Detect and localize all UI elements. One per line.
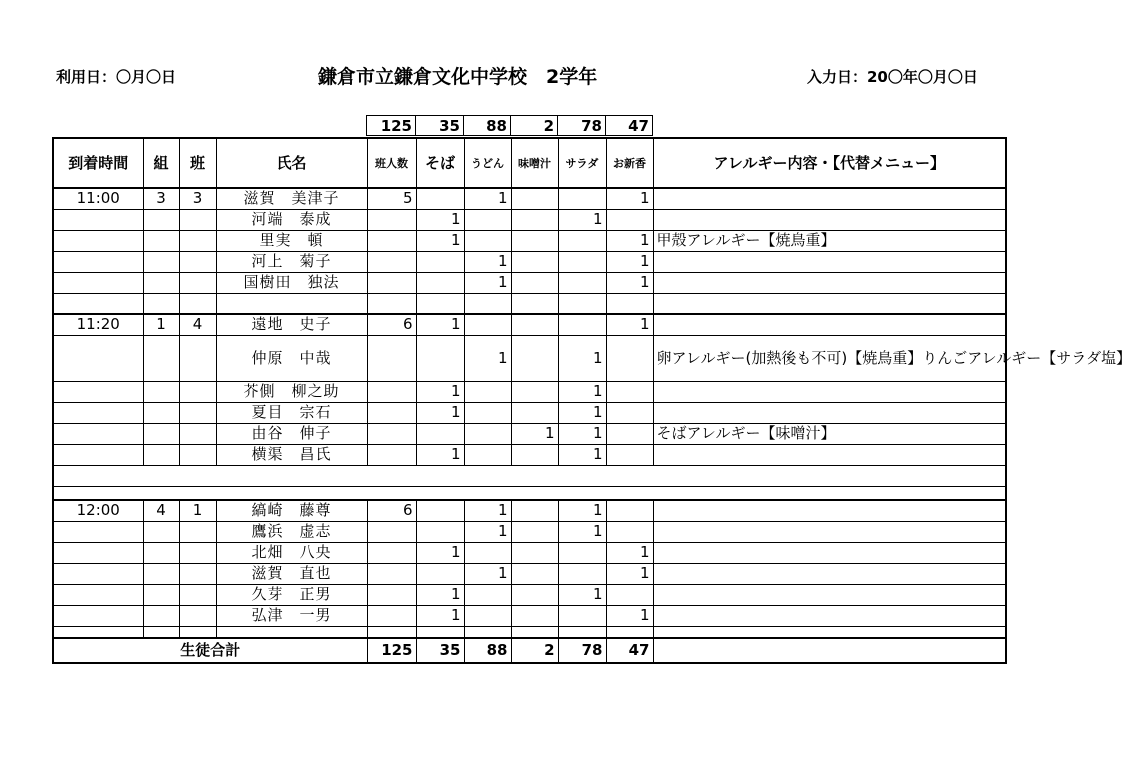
cell-count: [367, 444, 416, 465]
cell-udon: [464, 209, 511, 230]
cell-allergy-note: [653, 402, 1006, 423]
cell-kumi: [143, 209, 179, 230]
cell-salad: [558, 314, 606, 335]
cell-udon: [464, 605, 511, 626]
cell-count: [367, 563, 416, 584]
cell-arrival-time: [53, 381, 143, 402]
cell-allergy-note: [653, 521, 1006, 542]
cell-count: [367, 423, 416, 444]
cell-arrival-time: [53, 272, 143, 293]
cell-allergy-note: [653, 293, 1006, 314]
table-row: [53, 521, 1006, 542]
cell-kumi: [143, 230, 179, 251]
cell-miso: [511, 272, 558, 293]
cell-salad: [558, 188, 606, 209]
cell-salad: [558, 230, 606, 251]
cell-miso: 1: [511, 423, 558, 444]
lunch-order-table: [52, 137, 1131, 664]
cell-kumi: [143, 335, 179, 381]
cell-miso: [511, 209, 558, 230]
cell-arrival-time: [53, 542, 143, 563]
total-count: 125: [367, 116, 416, 136]
dashed-separator-gap: [53, 486, 1006, 500]
cell-miso: [511, 542, 558, 563]
cell-arrival-time: [53, 209, 143, 230]
cell-udon: 1: [464, 500, 511, 521]
cell-salad: [558, 251, 606, 272]
cell-udon: 1: [464, 521, 511, 542]
cell-han: [179, 293, 216, 314]
cell-arrival-time: [53, 335, 143, 381]
cell-allergy-note: [653, 542, 1006, 563]
col-udon: うどん: [464, 138, 511, 188]
cell-count: [367, 293, 416, 314]
table-row: [53, 563, 1006, 584]
top-totals-row: [367, 116, 653, 136]
cell-han: [179, 542, 216, 563]
table-row: [53, 293, 1006, 314]
cell-salad: 1: [558, 444, 606, 465]
cell-count: [367, 272, 416, 293]
footer-total-row: [53, 638, 1006, 663]
cell-soba: [416, 335, 464, 381]
cell-udon: [464, 293, 511, 314]
cell-oshinko: [606, 293, 653, 314]
cell-salad: [558, 272, 606, 293]
cell-han: [179, 563, 216, 584]
cell-udon: [464, 584, 511, 605]
cell-soba: 1: [416, 314, 464, 335]
cell-miso: [511, 563, 558, 584]
cell-arrival-time: [53, 584, 143, 605]
page-title: 鎌倉市立鎌倉文化中学校 2学年: [318, 66, 598, 88]
cell-count: [367, 584, 416, 605]
cell-student-name: 里実 頓: [216, 230, 367, 251]
use-date: 利用日：〇月〇日: [56, 68, 177, 86]
cell-udon: [464, 314, 511, 335]
cell-udon: 1: [464, 251, 511, 272]
cell-udon: [464, 423, 511, 444]
cell-kumi: [143, 542, 179, 563]
cell-han: 4: [179, 314, 216, 335]
cell-han: [179, 402, 216, 423]
cell-han: [179, 605, 216, 626]
cell-udon: [464, 542, 511, 563]
cell-arrival-time: 12:00: [53, 500, 143, 521]
cell-allergy-note: [653, 209, 1006, 230]
cell-han: [179, 251, 216, 272]
cell-arrival-time: [53, 563, 143, 584]
cell-student-name: 北畑 八央: [216, 542, 367, 563]
cell-salad: 1: [558, 423, 606, 444]
footer-udon: 88: [464, 638, 511, 663]
cell-oshinko: [606, 402, 653, 423]
cell-udon: [464, 444, 511, 465]
footer-count: 125: [367, 638, 416, 663]
cell-student-name: 仲原 中哉: [216, 335, 367, 381]
cell-salad: [558, 542, 606, 563]
cell-allergy-note: 甲殻アレルギー【焼鳥重】: [653, 230, 1006, 251]
cell-soba: [416, 563, 464, 584]
col-miso: 味噌汁: [511, 138, 558, 188]
cell-oshinko: 1: [606, 188, 653, 209]
cell-student-name: 滋賀 直也: [216, 563, 367, 584]
cell-salad: [558, 605, 606, 626]
col-oshinko: お新香: [606, 138, 653, 188]
col-name: 氏名: [216, 138, 367, 188]
footer-label: 生徒合計: [53, 638, 367, 663]
table-row: [53, 500, 1006, 521]
col-kumi: 組: [143, 138, 179, 188]
cell-arrival-time: [53, 402, 143, 423]
cell-allergy-note: [653, 563, 1006, 584]
cell-oshinko: 1: [606, 542, 653, 563]
cell-kumi: [143, 444, 179, 465]
cell-miso: [511, 335, 558, 381]
cell-miso: [511, 251, 558, 272]
cell-salad: 1: [558, 402, 606, 423]
cell-count: [367, 230, 416, 251]
col-soba: そば: [416, 138, 464, 188]
cell-count: [367, 251, 416, 272]
footer-miso: 2: [511, 638, 558, 663]
table-row: [53, 584, 1006, 605]
cell-soba: 1: [416, 444, 464, 465]
cell-kumi: [143, 521, 179, 542]
cell-arrival-time: [53, 605, 143, 626]
cell-student-name: 横渠 昌氏: [216, 444, 367, 465]
cell-soba: 1: [416, 605, 464, 626]
cell-oshinko: [606, 381, 653, 402]
cell-miso: [511, 230, 558, 251]
cell-han: [179, 230, 216, 251]
cell-soba: [416, 251, 464, 272]
cell-soba: [416, 188, 464, 209]
cell-salad: 1: [558, 335, 606, 381]
cell-kumi: [143, 293, 179, 314]
cell-student-name: 縞崎 藤尊: [216, 500, 367, 521]
cell-udon: 1: [464, 272, 511, 293]
cell-oshinko: [606, 423, 653, 444]
cell-soba: [416, 293, 464, 314]
cell-udon: 1: [464, 188, 511, 209]
cell-soba: 1: [416, 209, 464, 230]
cell-udon: [464, 230, 511, 251]
cell-count: [367, 521, 416, 542]
cell-miso: [511, 521, 558, 542]
cell-han: [179, 423, 216, 444]
cell-arrival-time: [53, 521, 143, 542]
col-count: 班人数: [367, 138, 416, 188]
cell-allergy-note: [653, 444, 1006, 465]
cell-miso: [511, 500, 558, 521]
header-row: [53, 138, 1006, 188]
cell-oshinko: [606, 584, 653, 605]
cell-soba: 1: [416, 230, 464, 251]
total-oshinko: 47: [606, 116, 653, 136]
cell-han: [179, 444, 216, 465]
cell-allergy-note: そばアレルギー【味噌汁】: [653, 423, 1006, 444]
footer-soba: 35: [416, 638, 464, 663]
cell-allergy-note: [653, 605, 1006, 626]
cell-miso: [511, 402, 558, 423]
cell-kumi: 3: [143, 188, 179, 209]
cell-student-name: 滋賀 美津子: [216, 188, 367, 209]
table-row: [53, 381, 1006, 402]
cell-han: [179, 209, 216, 230]
table-row: [53, 209, 1006, 230]
cell-miso: [511, 293, 558, 314]
cell-allergy-note: [653, 188, 1006, 209]
cell-student-name: 弘津 一男: [216, 605, 367, 626]
footer-salad: 78: [558, 638, 606, 663]
cell-count: 5: [367, 188, 416, 209]
cell-arrival-time: 11:20: [53, 314, 143, 335]
cell-kumi: [143, 563, 179, 584]
table-row: [53, 444, 1006, 465]
cell-miso: [511, 444, 558, 465]
cell-oshinko: [606, 335, 653, 381]
cell-count: [367, 209, 416, 230]
total-miso: 2: [511, 116, 558, 136]
cell-udon: [464, 402, 511, 423]
cell-count: [367, 605, 416, 626]
cell-han: [179, 521, 216, 542]
table-row: [53, 230, 1006, 251]
cell-student-name: [216, 293, 367, 314]
cell-soba: [416, 272, 464, 293]
cell-allergy-note: [653, 584, 1006, 605]
cell-oshinko: 1: [606, 605, 653, 626]
cell-kumi: [143, 272, 179, 293]
cell-oshinko: [606, 500, 653, 521]
cell-oshinko: 1: [606, 251, 653, 272]
table-row: [53, 402, 1006, 423]
cell-han: [179, 584, 216, 605]
table-row: [53, 423, 1006, 444]
cell-allergy-note: [653, 251, 1006, 272]
cell-oshinko: [606, 209, 653, 230]
cell-student-name: 夏目 宗石: [216, 402, 367, 423]
cell-soba: 1: [416, 542, 464, 563]
cell-kumi: [143, 584, 179, 605]
cell-kumi: [143, 251, 179, 272]
cell-arrival-time: 11:00: [53, 188, 143, 209]
cell-han: [179, 272, 216, 293]
cell-salad: 1: [558, 209, 606, 230]
cell-salad: [558, 293, 606, 314]
dashed-separator: [53, 465, 1006, 486]
cell-salad: 1: [558, 521, 606, 542]
cell-arrival-time: [53, 230, 143, 251]
cell-salad: [558, 563, 606, 584]
cell-student-name: 由谷 伸子: [216, 423, 367, 444]
cell-count: [367, 402, 416, 423]
cell-udon: 1: [464, 335, 511, 381]
cell-allergy-note: [653, 272, 1006, 293]
cell-count: 6: [367, 314, 416, 335]
cell-salad: 1: [558, 584, 606, 605]
total-udon: 88: [464, 116, 511, 136]
cell-arrival-time: [53, 251, 143, 272]
cell-oshinko: 1: [606, 563, 653, 584]
cell-soba: [416, 423, 464, 444]
cell-soba: 1: [416, 381, 464, 402]
cell-arrival-time: [53, 444, 143, 465]
cell-udon: [464, 381, 511, 402]
cell-soba: [416, 521, 464, 542]
cell-kumi: [143, 402, 179, 423]
gap-row: [53, 626, 1006, 638]
cell-oshinko: 1: [606, 272, 653, 293]
cell-salad: 1: [558, 381, 606, 402]
cell-miso: [511, 381, 558, 402]
table-row: [53, 188, 1006, 209]
table-row: [53, 251, 1006, 272]
cell-student-name: 国樹田 独法: [216, 272, 367, 293]
cell-soba: 1: [416, 402, 464, 423]
input-date: 入力日：20〇年〇月〇日: [807, 68, 978, 86]
cell-han: [179, 381, 216, 402]
col-arrival-time: 到着時間: [53, 138, 143, 188]
cell-miso: [511, 584, 558, 605]
cell-allergy-note: [653, 314, 1006, 335]
cell-kumi: [143, 423, 179, 444]
cell-kumi: [143, 381, 179, 402]
cell-kumi: 1: [143, 314, 179, 335]
cell-oshinko: 1: [606, 314, 653, 335]
cell-oshinko: [606, 521, 653, 542]
cell-allergy-note: 卵アレルギー(加熱後も不可)【焼鳥重】りんごアレルギー【サラダ塩】: [653, 335, 1006, 381]
cell-han: 3: [179, 188, 216, 209]
cell-salad: 1: [558, 500, 606, 521]
cell-allergy-note: [653, 381, 1006, 402]
table-row: [53, 272, 1006, 293]
cell-arrival-time: [53, 423, 143, 444]
cell-udon: 1: [464, 563, 511, 584]
cell-oshinko: 1: [606, 230, 653, 251]
cell-count: [367, 335, 416, 381]
total-salad: 78: [558, 116, 606, 136]
cell-student-name: 河上 菊子: [216, 251, 367, 272]
col-allergy-note: アレルギー内容・【代替メニュー】: [653, 138, 1006, 188]
cell-kumi: [143, 605, 179, 626]
cell-han: [179, 335, 216, 381]
cell-student-name: 鷹浜 虚志: [216, 521, 367, 542]
footer-oshinko: 47: [606, 638, 653, 663]
table-row: [53, 605, 1006, 626]
table-row: [53, 542, 1006, 563]
cell-miso: [511, 188, 558, 209]
cell-oshinko: [606, 444, 653, 465]
cell-miso: [511, 605, 558, 626]
cell-student-name: 久芽 正男: [216, 584, 367, 605]
cell-soba: [416, 500, 464, 521]
col-salad: サラダ: [558, 138, 606, 188]
cell-student-name: 遠地 史子: [216, 314, 367, 335]
cell-kumi: 4: [143, 500, 179, 521]
table-row: [53, 314, 1006, 335]
cell-allergy-note: [653, 500, 1006, 521]
cell-count: [367, 542, 416, 563]
footer-note: [653, 638, 1006, 663]
table-row: [53, 335, 1006, 381]
cell-count: 6: [367, 500, 416, 521]
cell-soba: 1: [416, 584, 464, 605]
cell-student-name: 河端 泰成: [216, 209, 367, 230]
cell-arrival-time: [53, 293, 143, 314]
cell-count: [367, 381, 416, 402]
cell-student-name: 芥側 柳之助: [216, 381, 367, 402]
cell-miso: [511, 314, 558, 335]
top-totals-table: [366, 115, 653, 136]
col-han: 班: [179, 138, 216, 188]
total-soba: 35: [416, 116, 464, 136]
cell-han: 1: [179, 500, 216, 521]
